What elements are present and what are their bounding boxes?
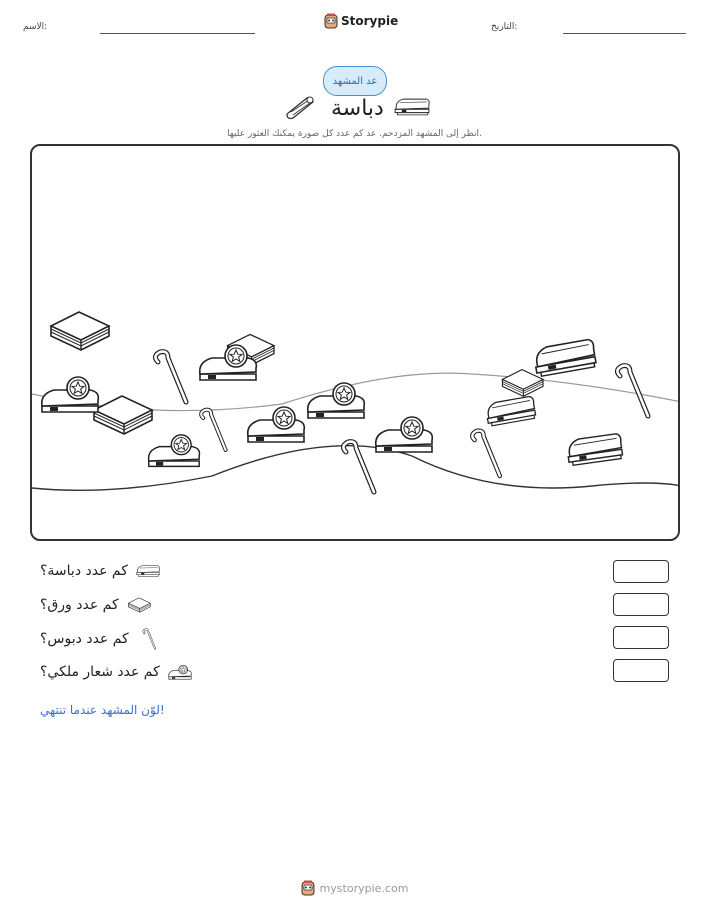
scene-stapler — [566, 433, 623, 466]
pin-icon — [137, 628, 161, 650]
scene-royal-emblem — [376, 417, 433, 452]
scene-pin — [201, 410, 225, 450]
instructions: انظر إلى المشهد المزدحم. عد كم عدد كل صورة يمكنك العثور عليها. — [227, 129, 482, 139]
scene-stapler — [485, 396, 537, 426]
scene-drawing — [32, 146, 680, 541]
answer-box-stapler[interactable] — [613, 560, 669, 583]
color-note: لوّن المشهد عندما تنتهي! — [40, 703, 165, 717]
scene-paper — [51, 312, 109, 350]
paper-stack-icon — [127, 595, 151, 615]
answer-box-paper[interactable] — [613, 593, 669, 616]
scene-paper — [94, 396, 152, 434]
name-label: الاسم: — [23, 22, 48, 32]
scene-stapler — [533, 339, 597, 377]
mascot-icon — [301, 880, 315, 896]
crowded-scene — [30, 144, 680, 541]
question-paper — [40, 595, 151, 615]
stapler-icon — [394, 94, 430, 120]
brand-name: Storypie — [341, 14, 399, 28]
answer-box-pin[interactable] — [613, 626, 669, 649]
question-royal-emblem — [40, 661, 192, 683]
brand-logo — [324, 13, 398, 29]
footer — [0, 880, 709, 896]
scene-pin — [343, 442, 374, 492]
date-label: التاريخ: — [491, 22, 518, 32]
scene-pin — [155, 352, 186, 402]
footer-url[interactable]: mystorypie.com — [319, 881, 409, 895]
question-text: كم عدد ورق؟ — [40, 597, 119, 613]
scene-royal-emblem — [42, 377, 99, 412]
page-title: دباسة — [331, 96, 384, 121]
answer-box-royal-emblem[interactable] — [613, 659, 669, 682]
scene-count-badge: عد المشهد — [323, 66, 387, 96]
scene-royal-emblem — [149, 435, 200, 467]
royal-emblem-icon — [168, 661, 192, 683]
question-stapler — [40, 562, 160, 580]
question-text: كم عدد دبوس؟ — [40, 631, 129, 647]
question-pin — [40, 628, 161, 650]
scroll-icon — [283, 94, 317, 122]
name-line[interactable] — [100, 33, 255, 34]
scene-pin — [472, 431, 500, 476]
stapler-icon — [136, 562, 160, 580]
question-text: كم عدد دباسة؟ — [40, 563, 128, 579]
scene-royal-emblem — [248, 407, 305, 442]
date-line[interactable] — [563, 33, 686, 34]
mascot-icon — [324, 13, 338, 29]
question-text: كم عدد شعار ملكي؟ — [40, 664, 160, 680]
scene-royal-emblem — [308, 383, 365, 418]
